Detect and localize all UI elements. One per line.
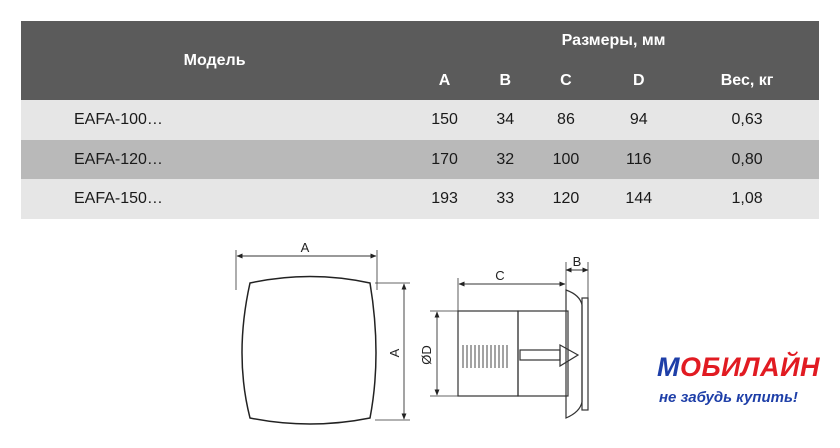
column-header-a: A xyxy=(438,71,451,89)
depth-label: C xyxy=(495,268,505,283)
brand-name xyxy=(657,352,837,382)
front-height-label: A xyxy=(387,348,402,358)
column-header-c: C xyxy=(560,71,572,89)
brand-first-letter: М xyxy=(657,352,680,382)
value-cell-c: 86 xyxy=(557,111,575,128)
front-panel-outline xyxy=(242,277,376,425)
value-cell-b: 33 xyxy=(496,190,515,207)
value-cell-d: 94 xyxy=(629,111,648,128)
value-cell-d: 116 xyxy=(626,150,652,168)
motor-cap xyxy=(560,345,578,366)
column-header-b: B xyxy=(499,71,512,89)
model-cell: EAFA-150… xyxy=(74,190,163,207)
dimensions-group-header: Размеры, мм xyxy=(561,32,666,49)
value-cell-a: 150 xyxy=(431,111,458,128)
value-cell-b: 32 xyxy=(496,150,515,168)
slogan: не забудь купить! xyxy=(659,389,798,406)
vent-slots xyxy=(463,345,507,368)
diameter-label: ØD xyxy=(419,345,434,365)
value-cell-c: 120 xyxy=(552,190,580,207)
column-header-d: D xyxy=(632,71,645,89)
flange xyxy=(582,298,588,410)
value-cell-d: 144 xyxy=(625,190,653,207)
front-view xyxy=(236,250,410,424)
front-width-label: A xyxy=(300,240,310,255)
model-column-header: Модель xyxy=(183,51,246,69)
motor-shaft xyxy=(520,350,560,360)
model-cell: EAFA-120… xyxy=(74,150,163,168)
brand-rest: ОБИЛАЙН xyxy=(680,352,821,382)
value-cell-a: 193 xyxy=(431,190,458,207)
value-cell-weight: 0,63 xyxy=(731,111,763,128)
value-cell-weight: 0,80 xyxy=(731,150,763,168)
flange-label: B xyxy=(572,254,582,269)
column-header-weight: Вес, кг xyxy=(720,71,774,89)
model-cell: EAFA-100… xyxy=(74,111,163,128)
value-cell-a: 170 xyxy=(431,150,458,168)
mobilain-logo xyxy=(657,352,837,412)
value-cell-c: 100 xyxy=(552,150,580,168)
side-view xyxy=(430,262,588,418)
value-cell-b: 34 xyxy=(496,111,515,128)
value-cell-weight: 1,08 xyxy=(731,190,763,207)
